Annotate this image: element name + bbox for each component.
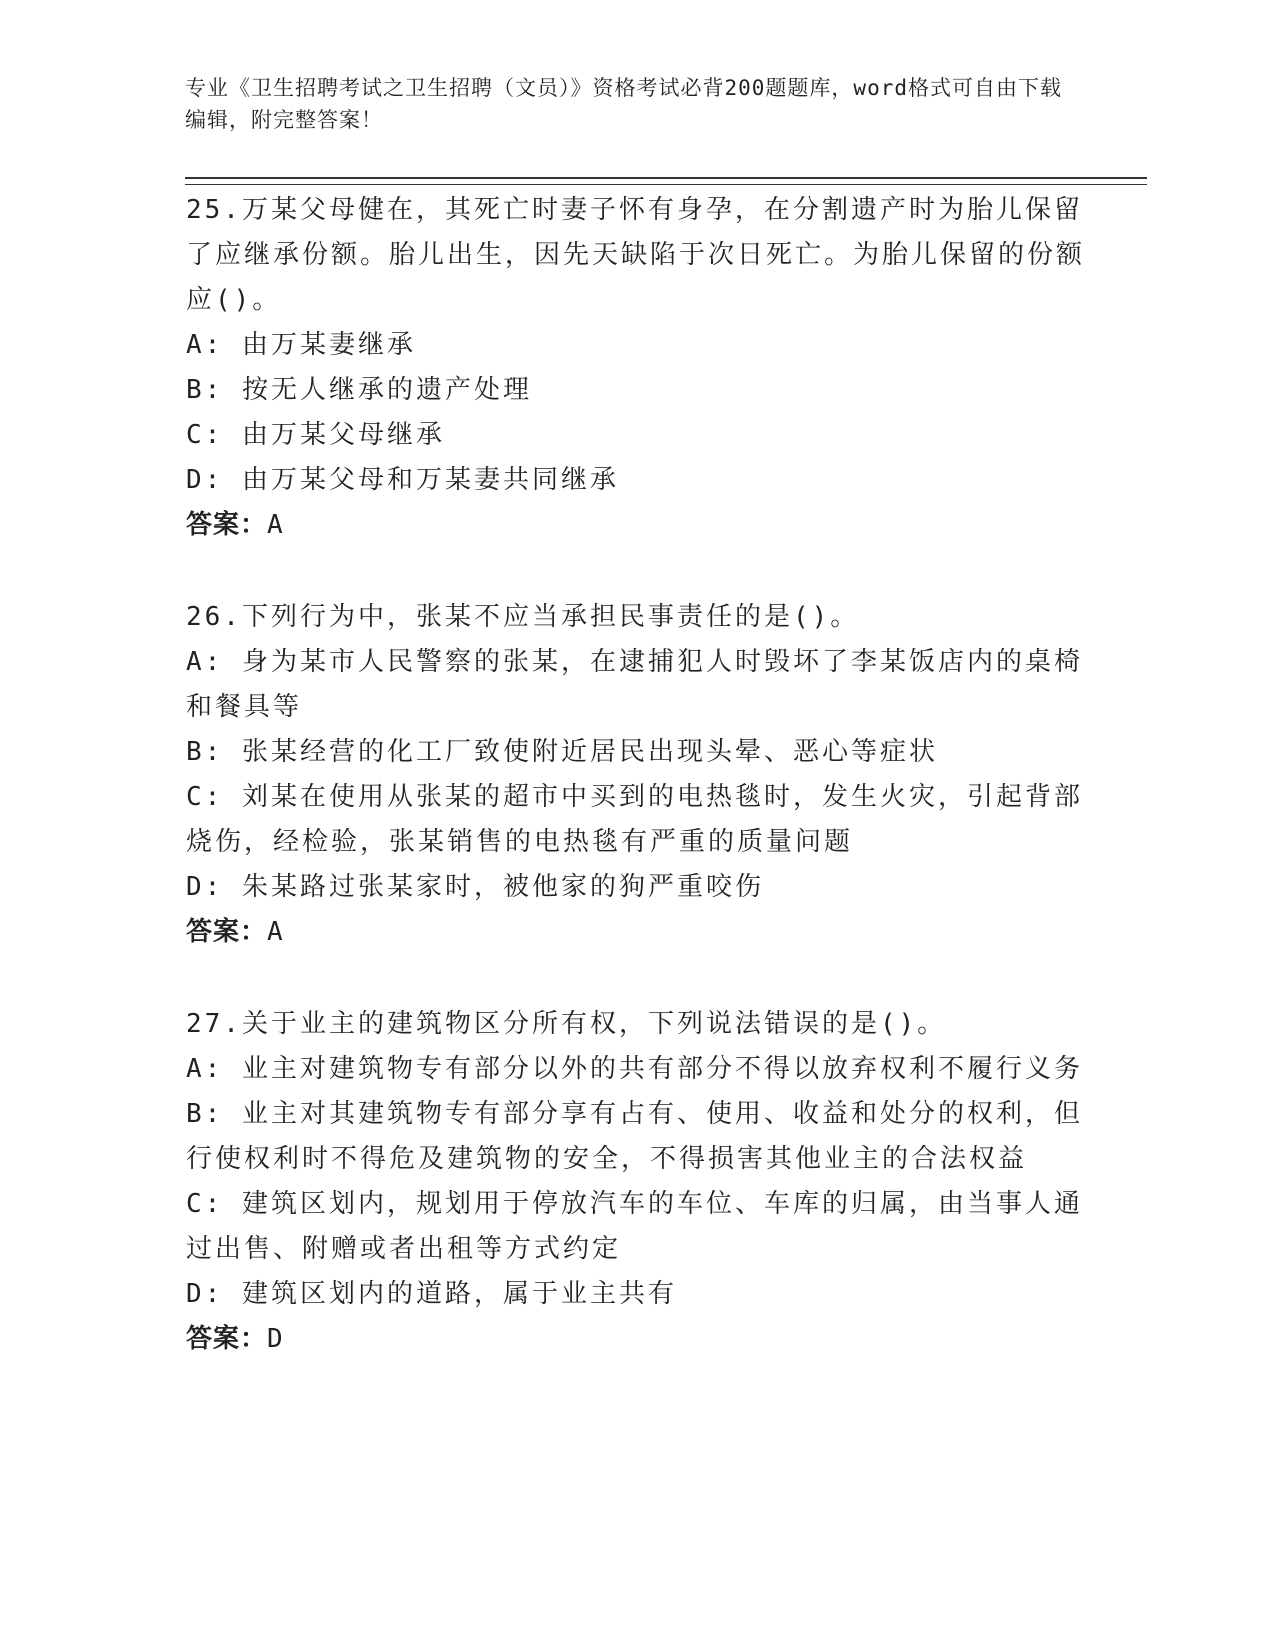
header-divider: [185, 177, 1147, 185]
option-d: D: 建筑区划内的道路，属于业主共有: [186, 1279, 677, 1309]
question-25: [186, 188, 1086, 548]
page-header: 专业《卫生招聘考试之卫生招聘（文员）》资格考试必背200题题库，word格式可自由下载编辑，附完整答案！: [185, 76, 1062, 132]
answer-value: A: [267, 510, 284, 540]
answer-value: A: [267, 917, 284, 947]
option-a: A: 身为某市人民警察的张某，在逮捕犯人时毁坏了李某饭店内的桌椅和餐具等: [186, 647, 1083, 722]
question-stem: 25.万某父母健在，其死亡时妻子怀有身孕，在分割遗产时为胎儿保留了应继承份额。胎儿出生，因先天缺陷于次日死亡。为胎儿保留的份额应()。: [186, 195, 1086, 315]
question-stem: 27.关于业主的建筑物区分所有权，下列说法错误的是()。: [186, 1009, 947, 1039]
question-27: [186, 1002, 1086, 1362]
question-stem: 26.下列行为中，张某不应当承担民事责任的是()。: [186, 602, 860, 632]
option-c: C: 由万某父母继承: [186, 420, 445, 450]
answer-line: [186, 910, 1086, 955]
answer-label: 答案：: [186, 917, 268, 947]
answer-label: 答案：: [186, 510, 268, 540]
option-a: A: 业主对建筑物专有部分以外的共有部分不得以放弃权利不履行义务: [186, 1054, 1083, 1084]
option-d: D: 由万某父母和万某妻共同继承: [186, 465, 619, 495]
question-26: [186, 595, 1086, 955]
option-b: B: 按无人继承的遗产处理: [186, 375, 532, 405]
option-c: C: 建筑区划内，规划用于停放汽车的车位、车库的归属，由当事人通过出售、附赠或者出租等方式约定: [186, 1189, 1083, 1264]
option-a: A: 由万某妻继承: [186, 330, 416, 360]
answer-line: [186, 1317, 1086, 1362]
option-c: C: 刘某在使用从张某的超市中买到的电热毯时，发生火灾，引起背部烧伤，经检验，张某销售的电热毯有严重的质量问题: [186, 782, 1083, 857]
option-b: B: 张某经营的化工厂致使附近居民出现头晕、恶心等症状: [186, 737, 938, 767]
answer-value: D: [267, 1324, 284, 1354]
question-list: [186, 188, 1086, 1409]
option-d: D: 朱某路过张某家时，被他家的狗严重咬伤: [186, 872, 764, 902]
option-b: B: 业主对其建筑物专有部分享有占有、使用、收益和处分的权利，但行使权利时不得危及建筑物的安全，不得损害其他业主的合法权益: [186, 1099, 1083, 1174]
answer-label: 答案：: [186, 1324, 268, 1354]
answer-line: [186, 503, 1086, 548]
